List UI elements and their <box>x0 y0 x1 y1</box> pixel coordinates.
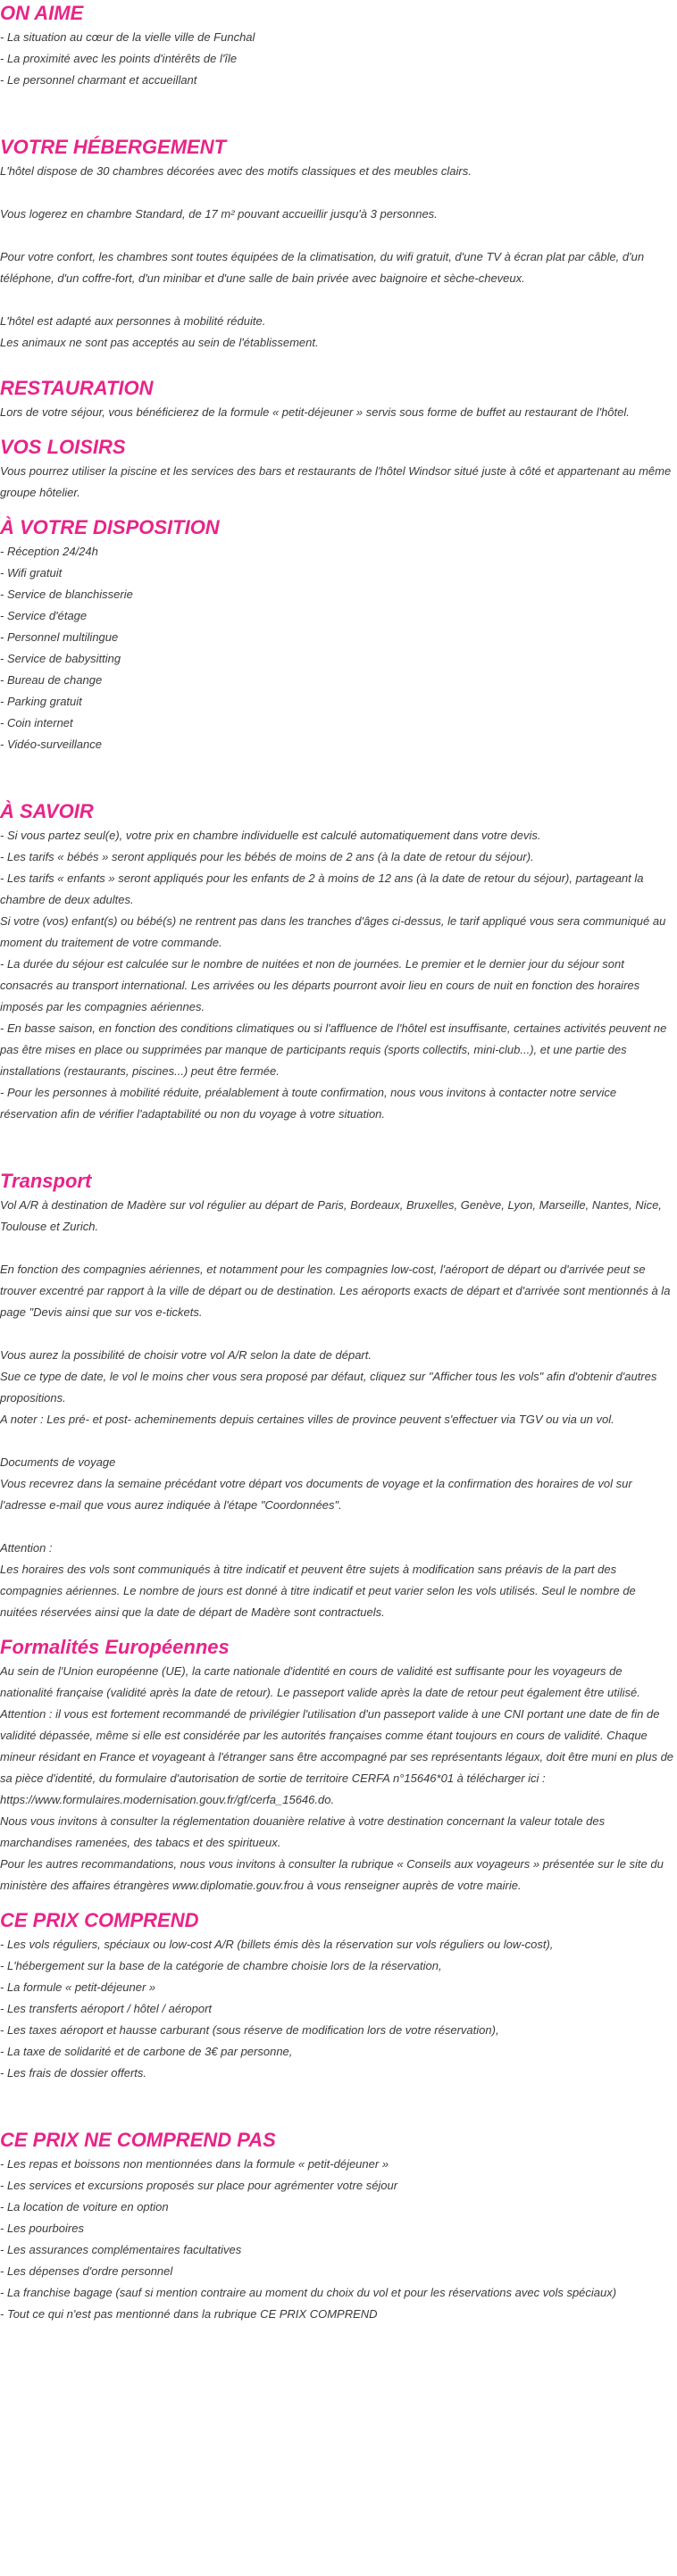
section-transport <box>0 1168 675 1623</box>
paragraph: - Les tarifs « bébés » seront appliqués pour les bébés de moins de 2 ans (à la date de retour du séjour). <box>0 850 534 863</box>
paragraph: L'hôtel dispose de 30 chambres décorées avec des motifs classiques et des meubles clairs. <box>0 164 472 178</box>
paragraph: Vous logerez en chambre Standard, de 17 m² pouvant accueillir jusqu'à 3 personnes. <box>0 207 438 221</box>
list-item: - Les pourboires <box>0 2222 84 2235</box>
section-title: Formalités Européennes <box>0 1636 230 1658</box>
text-line: - La proximité avec les points d'intérêts de l'île <box>0 52 238 65</box>
list-item: - Les assurances complémentaires facultatives <box>0 2243 242 2256</box>
paragraph: Les horaires des vols sont communiqués à titre indicatif et peuvent être sujets à modification sans préavis de la part des compagnies aériennes. Le nombre de jours est donné à titre indicatif et peut varier selon les vols utilisés. Seul le nombre de nuitées réservées ainsi que la date de départ de Madère sont contractuels. <box>0 1563 639 1619</box>
list-item: - Tout ce qui n'est pas mentionné dans la rubrique CE PRIX COMPREND <box>0 2307 378 2321</box>
paragraph: Pour votre confort, les chambres sont toutes équipées de la climatisation, du wifi gratuit, d'une TV à écran plat par câble, d'un téléphone, d'un coffre-fort, d'un minibar et d'une salle de bain privée avec baignoire et sèche-cheveux. <box>0 250 648 285</box>
section-title: À VOTRE DISPOSITION <box>0 516 220 538</box>
list-item: - Vidéo-surveillance <box>0 738 102 751</box>
list-item: - Réception 24/24h <box>0 545 98 558</box>
section-restauration <box>0 375 675 423</box>
list-item: - La franchise bagage (sauf si mention contraire au moment du choix du vol et pour les réservations avec vols spéciaux) <box>0 2286 617 2299</box>
list-item: - Les services et excursions proposés sur place pour agrémenter votre séjour <box>0 2179 398 2192</box>
section-loisirs <box>0 434 675 504</box>
paragraph: En fonction des compagnies aériennes, et notamment pour les compagnies low-cost, l'aéroport de départ ou d'arrivée peut se trouver excentré par rapport à la ville de départ ou de destination. Les aéroports exacts de départ et d'arrivée sont mentionnés à la page "Devis ainsi que sur vos e-tickets. <box>0 1263 674 1319</box>
section-title: VOTRE HÉBERGEMENT <box>0 136 227 158</box>
paragraph: Documents de voyage <box>0 1455 116 1469</box>
list-item: - Service de babysitting <box>0 652 121 665</box>
paragraph: L'hôtel est adapté aux personnes à mobilité réduite. <box>0 314 266 328</box>
paragraph: Vous recevrez dans la semaine précédant votre départ vos documents de voyage et la confirmation des horaires de vol sur l'adresse e-mail que vous aurez indiquée à l'étape "Coordonnées". <box>0 1477 636 1512</box>
section-hebergement <box>0 134 675 354</box>
paragraph: Vous pourrez utiliser la piscine et les services des bars et restaurants de l'hôtel Windsor situé juste à côté et appartenant au même groupe hôtelier. <box>0 464 674 499</box>
list-item: - La location de voiture en option <box>0 2200 169 2213</box>
paragraph: - Si vous partez seul(e), votre prix en chambre individuelle est calculé automatiquement dans votre devis. <box>0 829 541 842</box>
section-on-aime <box>0 0 675 91</box>
paragraph: Sue ce type de date, le vol le moins cher vous sera proposé par défaut, cliquez sur "Afficher tous les vols" afin d'obtenir d'autres propositions. <box>0 1370 660 1405</box>
section-title: ON AIME <box>0 2 84 24</box>
paragraph: Lors de votre séjour, vous bénéficierez de la formule « petit-déjeuner » servis sous forme de buffet au restaurant de l'hôtel. <box>0 405 630 419</box>
paragraph: Vol A/R à destination de Madère sur vol régulier au départ de Paris, Bordeaux, Bruxelles, Genève, Lyon, Marseille, Nantes, Nice, Toulouse et Zurich. <box>0 1198 665 1233</box>
text-line: - Le personnel charmant et accueillant <box>0 73 197 87</box>
list-item: - Les repas et boissons non mentionnées dans la formule « petit-déjeuner » <box>0 2157 389 2171</box>
paragraph: Pour les autres recommandations, nous vous invitons à consulter la rubrique « Conseils aux voyageurs » présentée sur le site du ministère des affaires étrangères www.diplomatie.gouv.frou à vous renseigner auprès de votre mairie. <box>0 1857 667 1892</box>
section-savoir <box>0 798 675 1125</box>
list-item: - La taxe de solidarité et de carbone de 3€ par personne, <box>0 2045 293 2058</box>
list-item: - La formule « petit-déjeuner » <box>0 1980 156 1994</box>
paragraph: - Les tarifs « enfants » seront appliqués pour les enfants de 2 à moins de 12 ans (à la date de retour du séjour), partageant la chambre de deux adultes. <box>0 871 648 906</box>
list-item: - Service de blanchisserie <box>0 588 133 601</box>
list-item: - Wifi gratuit <box>0 566 63 579</box>
text-line: - La situation au cœur de la vielle ville de Funchal <box>0 30 255 44</box>
list-item: - Les taxes aéroport et hausse carburant (sous réserve de modification lors de votre réservation), <box>0 2023 499 2037</box>
paragraph: Si votre (vos) enfant(s) ou bébé(s) ne rentrent pas dans les tranches d'âges ci-dessus, le tarif appliqué vous sera communiqué au moment du traitement de votre commande. <box>0 914 669 949</box>
section-disposition <box>0 514 675 755</box>
list-item: - Parking gratuit <box>0 695 82 708</box>
section-comprend <box>0 1907 675 2084</box>
paragraph: Nous vous invitons à consulter la réglementation douanière relative à votre destination concernant la valeur totale des marchandises ramenées, des tabacs et des spiritueux. <box>0 1814 608 1849</box>
paragraph: A noter : Les pré- et post- acheminements depuis certaines villes de province peuvent s'effectuer via TGV ou via un vol. <box>0 1413 614 1426</box>
section-title: VOS LOISIRS <box>0 436 126 458</box>
list-item: - Les transferts aéroport / hôtel / aéroport <box>0 2002 213 2015</box>
paragraph: Vous aurez la possibilité de choisir votre vol A/R selon la date de départ. <box>0 1348 372 1362</box>
paragraph: - En basse saison, en fonction des conditions climatiques ou si l'affluence de l'hôtel est insuffisante, certaines activités peuvent ne pas être mises en place ou supprimées par manque de participants requis (sports collectifs, mini-club...), et une partie des installations (restaurants, piscines...) peut être fermée. <box>0 1021 671 1078</box>
paragraph: - La durée du séjour est calculée sur le nombre de nuitées et non de journées. Le premier et le dernier jour du séjour sont consacrés au transport international. Les arrivées ou les départs pourront avoir lieu en cours de nuit en fonction des horaires imposés par les compagnies aériennes. <box>0 957 643 1013</box>
list-item: - L'hébergement sur la base de la catégorie de chambre choisie lors de la réservation, <box>0 1959 442 1972</box>
list-item: - Personnel multilingue <box>0 630 119 644</box>
paragraph: Au sein de l'Union européenne (UE), la carte nationale d'identité en cours de validité est suffisante pour les voyageurs de nationalité française (validité après la date de retour). Le passeport valide après la date de retour peut également être utilisé. Attention : il vous est fortement recommandé de privilégier l'utilisation d'un passeport valide à une CNI portant une date de fin de validité dépassée, même si elle est considérée par les autorités françaises comme étant toujours en cours de validité. Chaque mineur résidant en France et voyageant à l'étranger sans être accompagné par ses représentants légaux, doit être muni en plus de sa pièce d'identité, du formulaire d'autorisation de sortie de territoire CERFA n°15646*01 à télécharger ici : https://www.formulaires.modernisation.gouv.fr/gf/cerfa_15646.do. <box>0 1664 677 1806</box>
list-item: - Les frais de dossier offerts. <box>0 2066 147 2080</box>
section-title: À SAVOIR <box>0 800 94 822</box>
list-item: - Bureau de change <box>0 673 103 687</box>
section-title: CE PRIX COMPREND <box>0 1909 199 1931</box>
list-item: - Les vols réguliers, spéciaux ou low-cost A/R (billets émis dès la réservation sur vols réguliers ou low-cost), <box>0 1938 554 1951</box>
paragraph: Attention : <box>0 1541 53 1555</box>
section-ne-comprend <box>0 2127 675 2325</box>
paragraph: Les animaux ne sont pas acceptés au sein de l'établissement. <box>0 336 319 349</box>
paragraph: - Pour les personnes à mobilité réduite, préalablement à toute confirmation, nous vous invitons à contacter notre service réservation afin de vérifier l'adaptabilité ou non du voyage à votre situation. <box>0 1086 620 1121</box>
section-title: Transport <box>0 1170 92 1192</box>
list-item: - Coin internet <box>0 716 73 729</box>
section-title: RESTAURATION <box>0 377 154 399</box>
section-formalites <box>0 1634 675 1897</box>
list-item: - Les dépenses d'ordre personnel <box>0 2264 173 2278</box>
list-item: - Service d'étage <box>0 609 88 622</box>
section-title: CE PRIX NE COMPREND PAS <box>0 2129 276 2151</box>
